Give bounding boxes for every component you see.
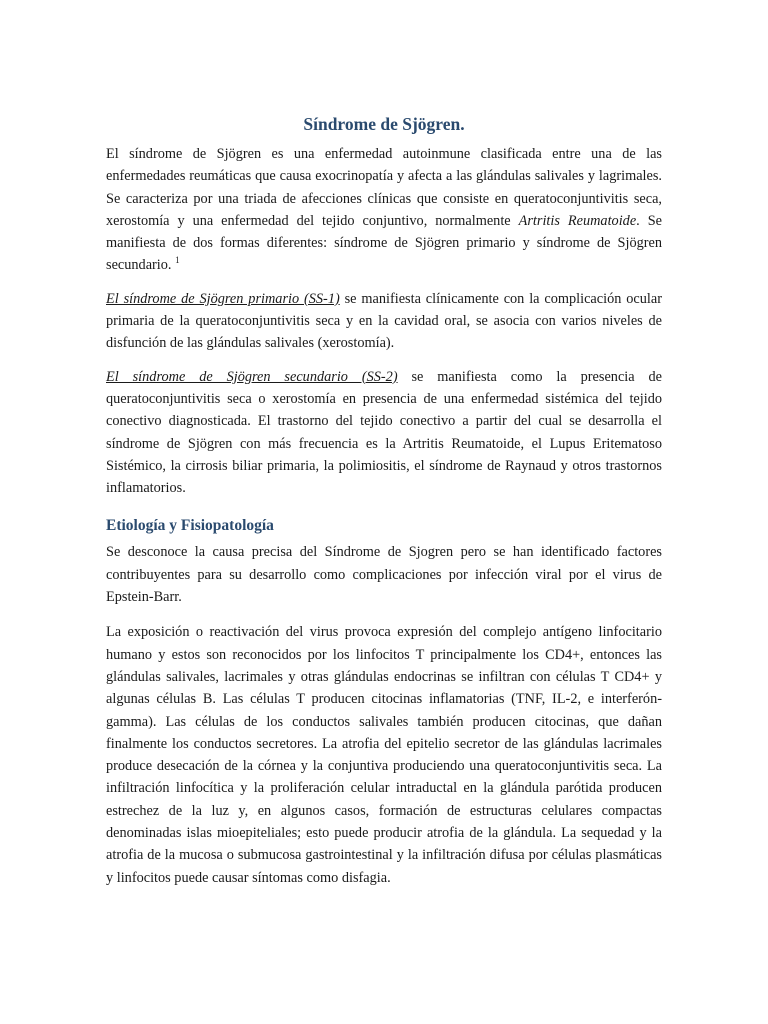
document-page <box>106 112 662 900</box>
document-title: Síndrome de Sjögren. <box>303 114 465 134</box>
intro-text-1: El síndrome de Sjögren es una enfermedad autoinmune clasificada entre una de las enfermedades reumáticas que causa exocrinopatía y afecta a las glándulas salivales y lagrimales. Se caracteriza por una triada de afecciones clínicas que consiste en queratoconjuntivitis seca, xerostomía y una enfermedad del tejido conjuntivo, normalmente <box>106 146 662 229</box>
intro-text-2: . Se manifiesta de dos formas diferentes: síndrome de Sjögren primario y síndrome de Sjögren secundario. <box>106 212 662 274</box>
intro-paragraph <box>106 143 662 277</box>
etiology-paragraph-2: La exposición o reactivación del virus provoca expresión del complejo antígeno linfocitario humano y estos son reconocidos por los linfocitos T principalmente los CD4+, entonces las glándulas salivales, lacrimales y otras glándulas endocrinas se infiltran con células T CD4+ y algunas células B. Las células T producen citocinas inflamatorias (TNF, IL-2, e interferón-gamma). Las células de los conductos salivales también producen citocinas, que dañan finalmente los conductos secretores. La atrofia del epitelio secretor de las glándulas lacrimales produce desecación de la córnea y la conjuntiva produciendo una queratoconjuntivitis seca. La infiltración linfocítica y la proliferación celular intraductal en la glándula parótida producen estrechez de la luz y, en algunos casos, formación de estructuras celulares compactas denominadas islas mioepiteliales; esto puede producir atrofia de la glándula. La sequedad y la atrofia de la mucosa o submucosa gastrointestinal y la infiltración difusa por células plasmáticas y linfocitos puede causar síntomas como disfagia. <box>106 624 662 886</box>
primary-paragraph <box>106 288 662 355</box>
primary-term: El síndrome de Sjögren primario (SS-1) <box>106 290 340 307</box>
intro-italic-term: Artritis Reumatoide <box>518 212 637 229</box>
secondary-term: El síndrome de Sjögren secundario (SS-2) <box>106 368 398 385</box>
secondary-paragraph <box>106 366 662 500</box>
primary-text: se manifiesta clínicamente con la complicación ocular primaria de la queratoconjuntivitis seca y en la cavidad oral, se asocia con varios niveles de disfunción de las glándulas salivales (xerostomía). <box>106 290 662 352</box>
etiology-paragraph-1: Se desconoce la causa precisa del Síndrome de Sjogren pero se han identificado factores contribuyentes para su desarrollo como complicaciones por infección viral por el virus de Epstein-Barr. <box>106 544 662 606</box>
secondary-text: se manifiesta como la presencia de queratoconjuntivitis seca o xerostomía en presencia de una enfermedad sistémica del tejido conectivo diagnosticada. El trastorno del tejido conectivo a partir del cual se desarrolla el síndrome de Sjögren con más frecuencia es la Artritis Reumatoide, el Lupus Eritematoso Sistémico, la cirrosis biliar primaria, la polimiositis, el síndrome de Raynaud y otros trastornos inflamatorios. <box>106 368 662 497</box>
section-heading: Etiología y Fisiopatología <box>106 517 274 535</box>
footnote-marker: 1 <box>175 255 180 266</box>
